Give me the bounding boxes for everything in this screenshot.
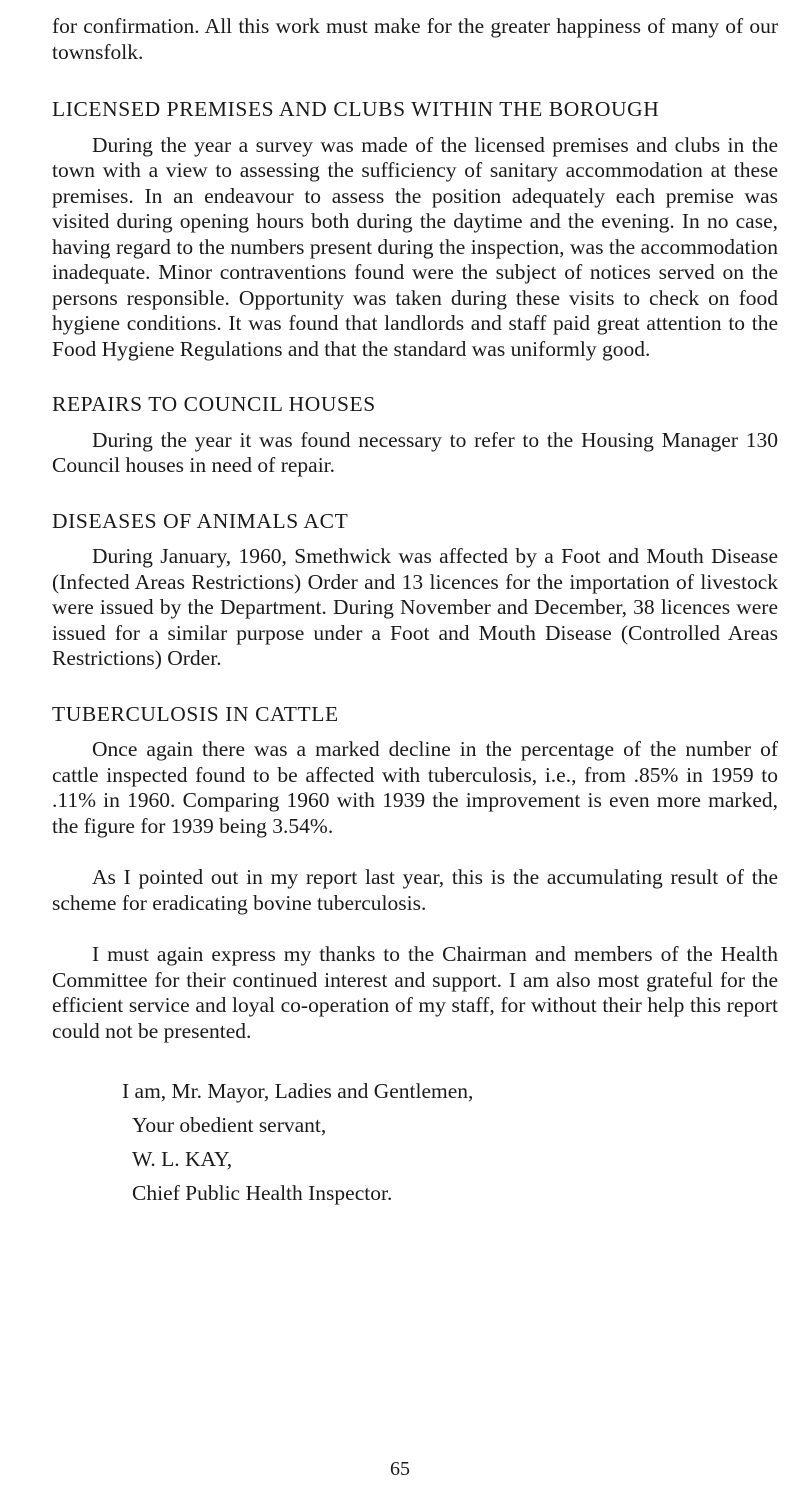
section-paragraph: Once again there was a marked decline in the percentage of the number of cattle inspected found to be affected with tuberculosis, i.e., from .85% in 1959 to .11% in 1960. Comparing 1960 with 1939 the improvement is even more marked, the figure for 1939 being 3.54%. — [52, 737, 778, 838]
section-heading: REPAIRS TO COUNCIL HOUSES — [52, 392, 376, 416]
signoff-block — [52, 1074, 778, 1210]
section-diseases-of-animals — [52, 509, 778, 672]
section-repairs-council-houses — [52, 392, 778, 479]
section-heading: TUBERCULOSIS IN CATTLE — [52, 701, 339, 726]
signoff-salutation: I am, Mr. Mayor, Ladies and Gentlemen, — [122, 1079, 474, 1103]
signoff-title: Chief Public Health Inspector. — [132, 1181, 393, 1205]
signoff-name: W. L. KAY, — [132, 1147, 233, 1171]
section-heading: LICENSED PREMISES AND CLUBS WITHIN THE BOROUGH — [52, 97, 660, 121]
section-licensed-premises — [52, 97, 778, 362]
thanks-paragraph: I must again express my thanks to the Chairman and members of the Health Committee for their continued interest and support. I am also most grateful for the efficient service and loyal co-operation of my staff, for without their help this report could not be presented. — [52, 942, 778, 1043]
section-paragraph: During the year a survey was made of the licensed premises and clubs in the town with a view to assessing the sufficiency of sanitary accommodation at these premises. In an endeavour to assess the position adequately each premise was visited during opening hours both during the daytime and the evening. In no case, having regard to the numbers present during the inspection, was the accommodation inadequate. Minor contraventions found were the subject of notices served on the persons responsible. Opportunity was taken during these visits to check on food hygiene conditions. It was found that landlords and staff paid great attention to the Food Hygiene Regulations and that the standard was uniformly good. — [52, 132, 778, 361]
section-paragraph: As I pointed out in my report last year, this is the accumulating result of the scheme for eradicating bovine tuberculosis. — [52, 865, 778, 915]
section-paragraph: During the year it was found necessary to refer to the Housing Manager 130 Council houses in need of repair. — [52, 427, 778, 477]
intro-paragraph: for confirmation. All this work must make for the greater happiness of many of our townsfolk. — [52, 14, 778, 64]
section-heading: DISEASES OF ANIMALS ACT — [52, 508, 349, 533]
page-number: 65 — [390, 1458, 410, 1480]
signoff-closing: Your obedient servant, — [132, 1113, 327, 1137]
section-tuberculosis-in-cattle — [52, 702, 778, 1045]
section-paragraph: During January, 1960, Smethwick was affected by a Foot and Mouth Disease (Infected Areas Restrictions) Order and 13 licences for the importation of livestock were issued by the Department. During November and December, 38 licences were issued for a similar purpose under a Foot and Mouth Disease (Controlled Areas Restrictions) Order. — [52, 544, 778, 670]
text-column — [52, 14, 778, 1210]
